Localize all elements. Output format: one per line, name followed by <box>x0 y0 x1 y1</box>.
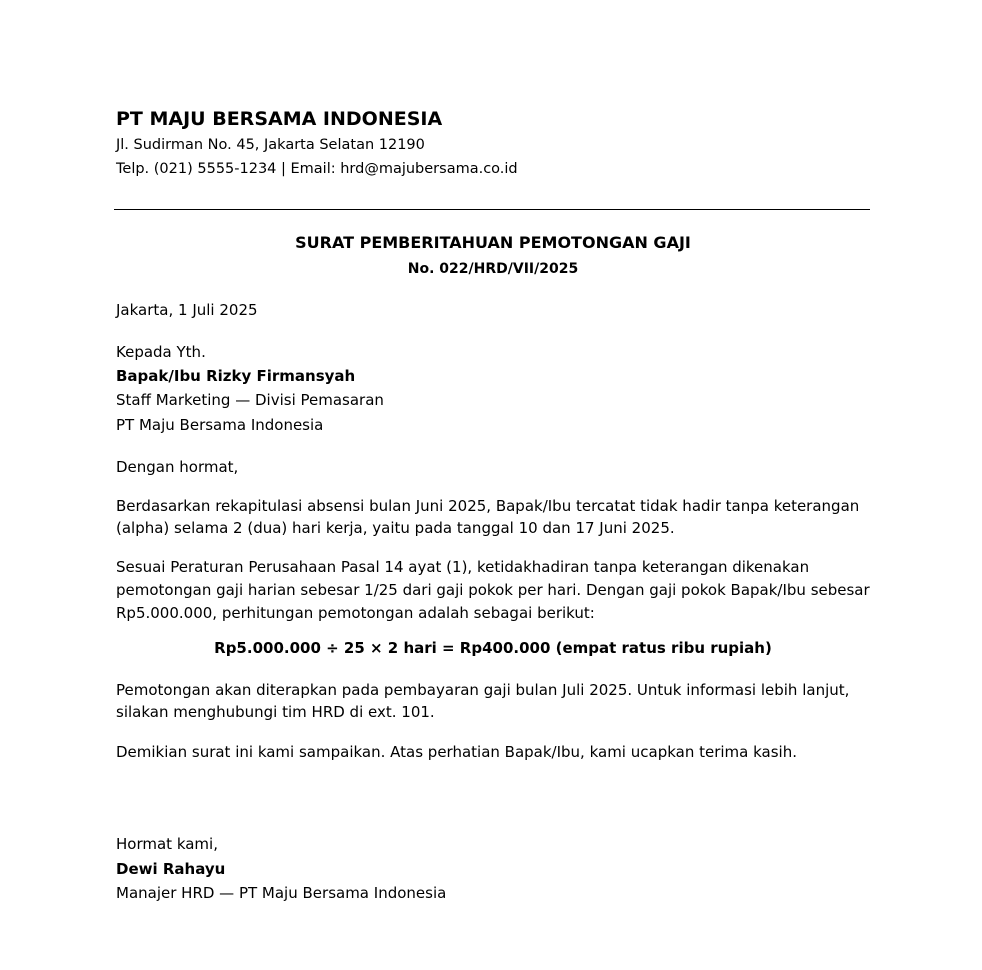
company-contact: Telp. (021) 5555-1234 | Email: hrd@majubersama.co.id <box>116 161 518 177</box>
signatory-title: Manajer HRD — PT Maju Bersama Indonesia <box>116 884 447 902</box>
greeting: Dengan hormat, <box>116 458 239 476</box>
company-name: PT MAJU BERSAMA INDONESIA <box>116 108 443 130</box>
recipient-position: Staff Marketing — Divisi Pemasaran <box>116 391 384 409</box>
letter-number: No. 022/HRD/VII/2025 <box>407 261 579 277</box>
paragraph-3-line-2: silakan menghubungi tim HRD di ext. 101. <box>116 703 435 721</box>
signature-closing: Hormat kami, <box>116 835 218 853</box>
place-date: Jakarta, 1 Juli 2025 <box>116 301 258 319</box>
closing-paragraph: Demikian surat ini kami sampaikan. Atas perhatian Bapak/Ibu, kami ucapkan terima kasih. <box>116 743 797 761</box>
company-address: Jl. Sudirman No. 45, Jakarta Selatan 12190 <box>116 137 425 153</box>
recipient-company: PT Maju Bersama Indonesia <box>116 416 324 434</box>
paragraph-3-line-1: Pemotongan akan diterapkan pada pembayaran gaji bulan Juli 2025. Untuk informasi lebih lanjut, <box>116 681 850 699</box>
recipient-name: Bapak/Ibu Rizky Firmansyah <box>116 367 356 385</box>
letter-title: SURAT PEMBERITAHUAN PEMOTONGAN GAJI <box>295 233 691 252</box>
paragraph-2-line-1: Sesuai Peraturan Perusahaan Pasal 14 ayat (1), ketidakhadiran tanpa keterangan dikenakan <box>116 558 810 576</box>
paragraph-1-line-2: (alpha) selama 2 (dua) hari kerja, yaitu pada tanggal 10 dan 17 Juni 2025. <box>116 519 675 537</box>
paragraph-2-line-2: pemotongan gaji harian sebesar 1/25 dari gaji pokok per hari. Dengan gaji pokok Bapak/Ibu sebesar <box>116 581 870 599</box>
paragraph-1-line-1: Berdasarkan rekapitulasi absensi bulan Juni 2025, Bapak/Ibu tercatat tidak hadir tanpa keterangan <box>116 497 860 515</box>
paragraph-2-line-3: Rp5.000.000, perhitungan pemotongan adalah sebagai berikut: <box>116 604 595 622</box>
letterhead-divider <box>114 209 870 210</box>
recipient-salutation: Kepada Yth. <box>116 343 206 361</box>
signatory-name: Dewi Rahayu <box>116 860 226 878</box>
deduction-formula: Rp5.000.000 ÷ 25 × 2 hari = Rp400.000 (empat ratus ribu rupiah) <box>214 639 772 657</box>
